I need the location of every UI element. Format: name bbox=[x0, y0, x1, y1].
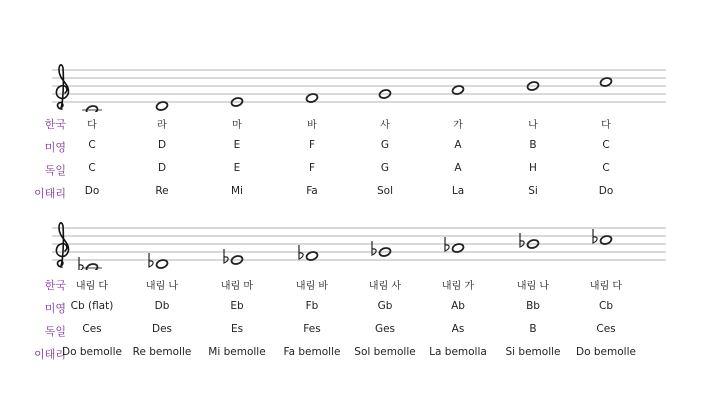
row-label-english: 미영 bbox=[44, 141, 66, 154]
row-label-german: 독일 bbox=[44, 164, 66, 177]
note-name-italian: Do bbox=[598, 185, 614, 197]
note-name-english: E bbox=[233, 139, 241, 151]
row-label-italian: 이태리 bbox=[34, 348, 66, 361]
note-name-korean: 가 bbox=[453, 120, 463, 131]
note-name-korean: 나 bbox=[528, 120, 538, 131]
note-name-italian: Do bbox=[84, 185, 100, 197]
note-name-english: D bbox=[157, 139, 167, 151]
note-name-english: F bbox=[308, 139, 316, 151]
note-name-english: Cb (flat) bbox=[70, 300, 114, 312]
note-name-english: B bbox=[529, 139, 537, 151]
note-head bbox=[85, 105, 98, 112]
row-label-korean: 한국 bbox=[44, 279, 66, 292]
note-name-korean: 내림 마 bbox=[220, 281, 254, 292]
note-name-english: Gb bbox=[377, 300, 393, 312]
note-name-italian: Re bbox=[155, 185, 169, 197]
row-label-english: 미영 bbox=[44, 302, 66, 315]
note-name-italian: Si bbox=[528, 185, 538, 197]
note-name-english: G bbox=[380, 139, 390, 151]
note-name-korean: 사 bbox=[380, 120, 390, 131]
flat-sign-icon bbox=[79, 257, 83, 270]
note-name-english: Ab bbox=[451, 300, 465, 312]
note-name-german: E bbox=[233, 162, 241, 174]
note-name-german: C bbox=[602, 162, 610, 174]
note-name-korean: 다 bbox=[601, 120, 611, 131]
note-name-korean: 바 bbox=[307, 120, 317, 131]
row-label-korean: 한국 bbox=[44, 118, 66, 131]
note-name-korean: 마 bbox=[232, 120, 242, 131]
staff-natural bbox=[0, 62, 720, 112]
note-name-italian: Mi bbox=[231, 185, 243, 197]
note-name-german: B bbox=[529, 323, 537, 335]
note-name-german: Ces bbox=[596, 323, 616, 335]
note-name-english: C bbox=[602, 139, 610, 151]
note-name-english: A bbox=[454, 139, 462, 151]
note-name-german: G bbox=[380, 162, 390, 174]
note-name-korean: 내림 사 bbox=[368, 281, 402, 292]
note-name-italian: La bbox=[451, 185, 465, 197]
note-head bbox=[85, 263, 98, 270]
row-label-german: 독일 bbox=[44, 325, 66, 338]
note-name-german: D bbox=[157, 162, 167, 174]
note-name-korean: 라 bbox=[157, 120, 167, 131]
flat-sign-icon bbox=[520, 233, 524, 247]
note-name-german: Ges bbox=[374, 323, 396, 335]
note-name-german: Ces bbox=[82, 323, 102, 335]
note-name-english: Eb bbox=[230, 300, 244, 312]
note-name-english: Cb bbox=[599, 300, 613, 312]
note-name-german: F bbox=[308, 162, 316, 174]
note-name-german: As bbox=[451, 323, 465, 335]
note-name-german: C bbox=[88, 162, 96, 174]
note-name-italian: La bemolla bbox=[429, 346, 487, 358]
note-name-italian: Si bemolle bbox=[505, 346, 561, 358]
note-name-korean: 다 bbox=[87, 120, 97, 131]
note-name-italian: Re bemolle bbox=[132, 346, 192, 358]
note-name-italian: Do bemolle bbox=[62, 346, 122, 358]
note-name-korean: 내림 다 bbox=[589, 281, 623, 292]
note-name-korean: 내림 나 bbox=[516, 281, 550, 292]
note-name-italian: Fa bbox=[306, 185, 318, 197]
row-label-italian: 이태리 bbox=[34, 187, 66, 200]
note-name-italian: Fa bemolle bbox=[283, 346, 341, 358]
note-name-korean: 내림 나 bbox=[145, 281, 179, 292]
note-name-italian: Mi bemolle bbox=[208, 346, 266, 358]
flat-sign-icon bbox=[224, 249, 228, 263]
note-name-italian: Sol bbox=[376, 185, 393, 197]
note-name-german: H bbox=[529, 162, 537, 174]
note-name-english: Db bbox=[154, 300, 170, 312]
note-name-german: Fes bbox=[303, 323, 321, 335]
note-name-english: Bb bbox=[526, 300, 540, 312]
note-name-korean: 내림 바 bbox=[295, 281, 329, 292]
note-name-english: Fb bbox=[305, 300, 319, 312]
note-name-italian: Sol bemolle bbox=[354, 346, 416, 358]
flat-sign-icon bbox=[372, 241, 376, 255]
note-name-german: A bbox=[454, 162, 462, 174]
staff-flat bbox=[0, 220, 720, 270]
note-name-german: Es bbox=[230, 323, 244, 335]
note-name-korean: 내림 가 bbox=[441, 281, 475, 292]
note-name-english: C bbox=[88, 139, 96, 151]
note-name-italian: Do bemolle bbox=[576, 346, 636, 358]
note-name-korean: 내림 다 bbox=[75, 281, 109, 292]
note-name-german: Des bbox=[151, 323, 172, 335]
